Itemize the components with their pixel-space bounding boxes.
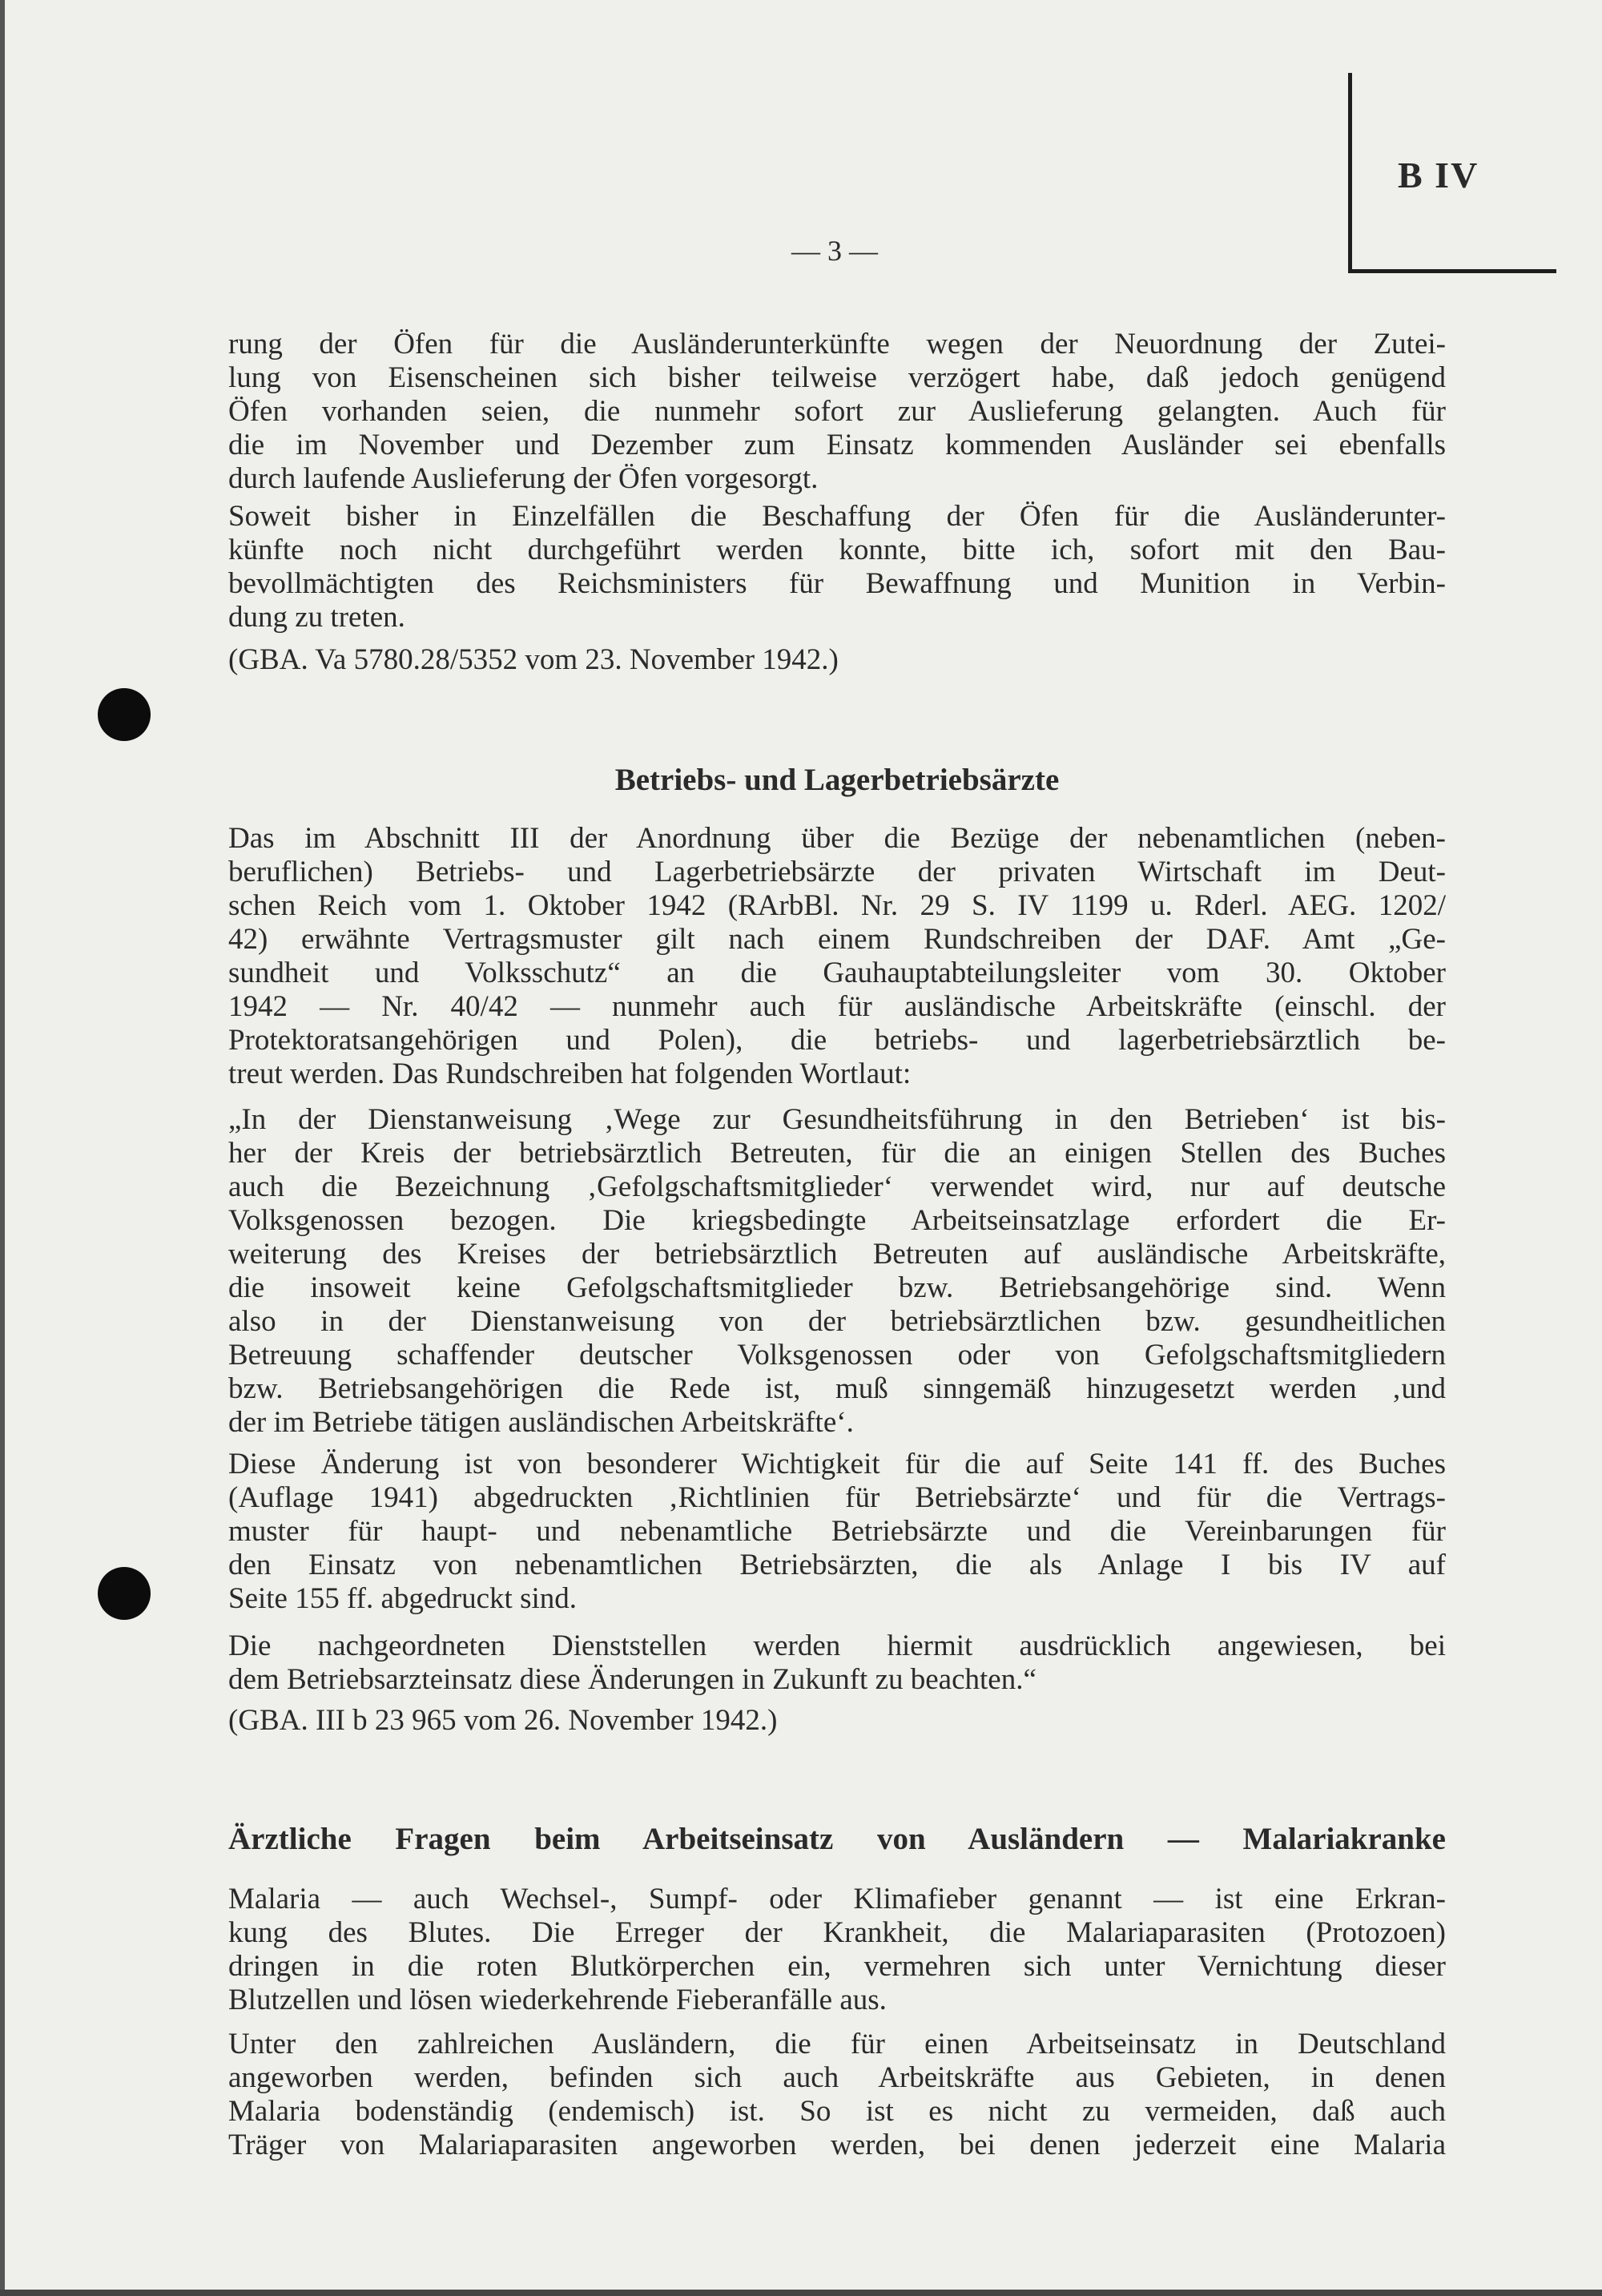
text-line: der im Betriebe tätigen ausländischen Arbeitskräfte‘. [228,1406,854,1439]
paragraph-aenderung [228,1448,1446,1616]
text-line: bevollmächtigten des Reichsministers für Bewaffnung und Munition in Verbin- [228,567,1446,600]
text-line: weiterung des Kreises der betriebsärztlich Betreuten auf ausländische Arbeitskräfte, [228,1238,1446,1271]
paragraph-dienststellen [228,1629,1446,1697]
text-line: Betreuung schaffender deutscher Volksgenossen oder von Gefolgschaftsmitgliedern [228,1339,1446,1372]
paragraph-ofen-delivery [228,328,1446,496]
text-line: bzw. Betriebsangehörigen die Rede ist, muß sinngemäß hinzugesetzt werden ‚und [228,1372,1446,1405]
text-line: durch laufende Auslieferung der Öfen vorgesorgt. [228,462,819,495]
text-line: Soweit bisher in Einzelfällen die Beschaffung der Öfen für die Ausländerunter- [228,500,1446,533]
paragraph-ofen-request [228,500,1446,634]
punch-hole [98,688,151,741]
punch-hole [98,1567,151,1620]
paragraph-quote-dienstanweisung [228,1103,1446,1440]
text-line: 42) erwähnte Vertragsmuster gilt nach einem Rundschreiben der DAF. Amt „Ge- [228,923,1446,956]
text-line: also in der Dienstanweisung von der betriebsärztlichen bzw. gesundheitlichen [228,1305,1446,1338]
text-line: „In der Dienstanweisung ‚Wege zur Gesundheitsführung in den Betrieben‘ ist bis- [228,1103,1446,1136]
text-line: Diese Änderung ist von besonderer Wichtigkeit für die auf Seite 141 ff. des Buches [228,1448,1446,1480]
page-number: — 3 — [791,235,878,267]
text-line: Blutzellen und lösen wiederkehrende Fieberanfälle aus. [228,1984,887,2016]
text-line: her der Kreis der betriebsärztlich Betreuten, für die an einigen Stellen des Buches [228,1137,1446,1170]
scan-edge-left [0,0,5,2296]
text-line: künfte noch nicht durchgeführt werden konnte, bitte ich, sofort mit den Bau- [228,534,1446,566]
text-line: beruflichen) Betriebs- und Lagerbetriebsärzte der privaten Wirtschaft im Deut- [228,856,1446,888]
text-line: muster für haupt- und nebenamtliche Betriebsärzte und die Vereinbarungen für [228,1515,1446,1548]
text-line: (GBA. III b 23 965 vom 26. November 1942.) [228,1704,778,1737]
reference-gba-va [228,643,1446,677]
text-line: treut werden. Das Rundschreiben hat folgenden Wortlaut: [228,1057,912,1090]
text-line: Volksgenossen bezogen. Die kriegsbedingte Arbeitseinsatzlage erfordert die Er- [228,1204,1446,1237]
text-line: Die nachgeordneten Dienststellen werden hiermit ausdrücklich angewiesen, bei [228,1629,1446,1662]
text-line: den Einsatz von nebenamtlichen Betriebsärzten, die als Anlage I bis IV auf [228,1549,1446,1581]
section-heading-malaria: Ärztliche Fragen beim Arbeitseinsatz von Ausländern — Malariakranke [228,1822,1446,1856]
text-line: rung der Öfen für die Ausländerunterkünfte wegen der Neuordnung der Zutei- [228,328,1446,361]
section-bracket-horizontal [1348,269,1556,273]
text-line: Seite 155 ff. abgedruckt sind. [228,1582,578,1615]
text-line: kung des Blutes. Die Erreger der Krankheit, die Malariaparasiten (Protozoen) [228,1916,1446,1949]
text-line: lung von Eisenscheinen sich bisher teilweise verzögert habe, daß jedoch genügend [228,361,1446,394]
text-line: Malaria — auch Wechsel-, Sumpf- oder Klimafieber genannt — ist eine Erkran- [228,1883,1446,1915]
text-line: (Auflage 1941) abgedruckten ‚Richtlinien für Betriebsärzte‘ und für die Vertrags- [228,1481,1446,1514]
text-line: Öfen vorhanden seien, die nunmehr sofort zur Auslieferung gelangten. Auch für [228,395,1446,428]
text-line: die im November und Dezember zum Einsatz kommenden Ausländer sei ebenfalls [228,429,1446,461]
text-line: Unter den zahlreichen Ausländern, die für einen Arbeitseinsatz in Deutschland [228,2028,1446,2060]
text-line: 1942 — Nr. 40/42 — nunmehr auch für ausländische Arbeitskräfte (einschl. der [228,990,1446,1023]
section-heading-betriebsaerzte: Betriebs- und Lagerbetriebsärzte [614,763,1060,797]
text-line: Träger von Malariaparasiten angeworben werden, bei denen jederzeit eine Malaria [228,2129,1446,2161]
paragraph-malaria-workers [228,2028,1446,2162]
text-line: (GBA. Va 5780.28/5352 vom 23. November 1942.) [228,643,839,676]
text-line: dung zu treten. [228,601,405,634]
reference-gba-iiib [228,1704,1446,1738]
text-line: die insoweit keine Gefolgschaftsmitglieder bzw. Betriebsangehörige sind. Wenn [228,1271,1446,1304]
paragraph-vertragsmuster [228,822,1446,1091]
scan-edge-bottom [0,2290,1602,2296]
paragraph-malaria-definition [228,1883,1446,2017]
text-line: angeworben werden, befinden sich auch Arbeitskräfte aus Gebieten, in denen [228,2061,1446,2094]
text-line: Protektoratsangehörigen und Polen), die betriebs- und lagerbetriebsärztlich be- [228,1024,1446,1057]
text-line: schen Reich vom 1. Oktober 1942 (RArbBl. Nr. 29 S. IV 1199 u. Rderl. AEG. 1202/ [228,889,1446,922]
text-line: Das im Abschnitt III der Anordnung über die Bezüge der nebenamtlichen (neben- [228,822,1446,855]
text-line: Malaria bodenständig (endemisch) ist. So ist es nicht zu vermeiden, daß auch [228,2095,1446,2128]
text-line: dringen in die roten Blutkörperchen ein, vermehren sich unter Vernichtung dieser [228,1950,1446,1983]
section-mark: B IV [1398,155,1479,195]
text-line: dem Betriebsarzteinsatz diese Änderungen in Zukunft zu beachten.“ [228,1663,1036,1696]
text-line: auch die Bezeichnung ‚Gefolgschaftsmitglieder‘ verwendet wird, nur auf deutsche [228,1170,1446,1203]
text-line: sundheit und Volksschutz“ an die Gauhauptabteilungsleiter vom 30. Oktober [228,957,1446,989]
